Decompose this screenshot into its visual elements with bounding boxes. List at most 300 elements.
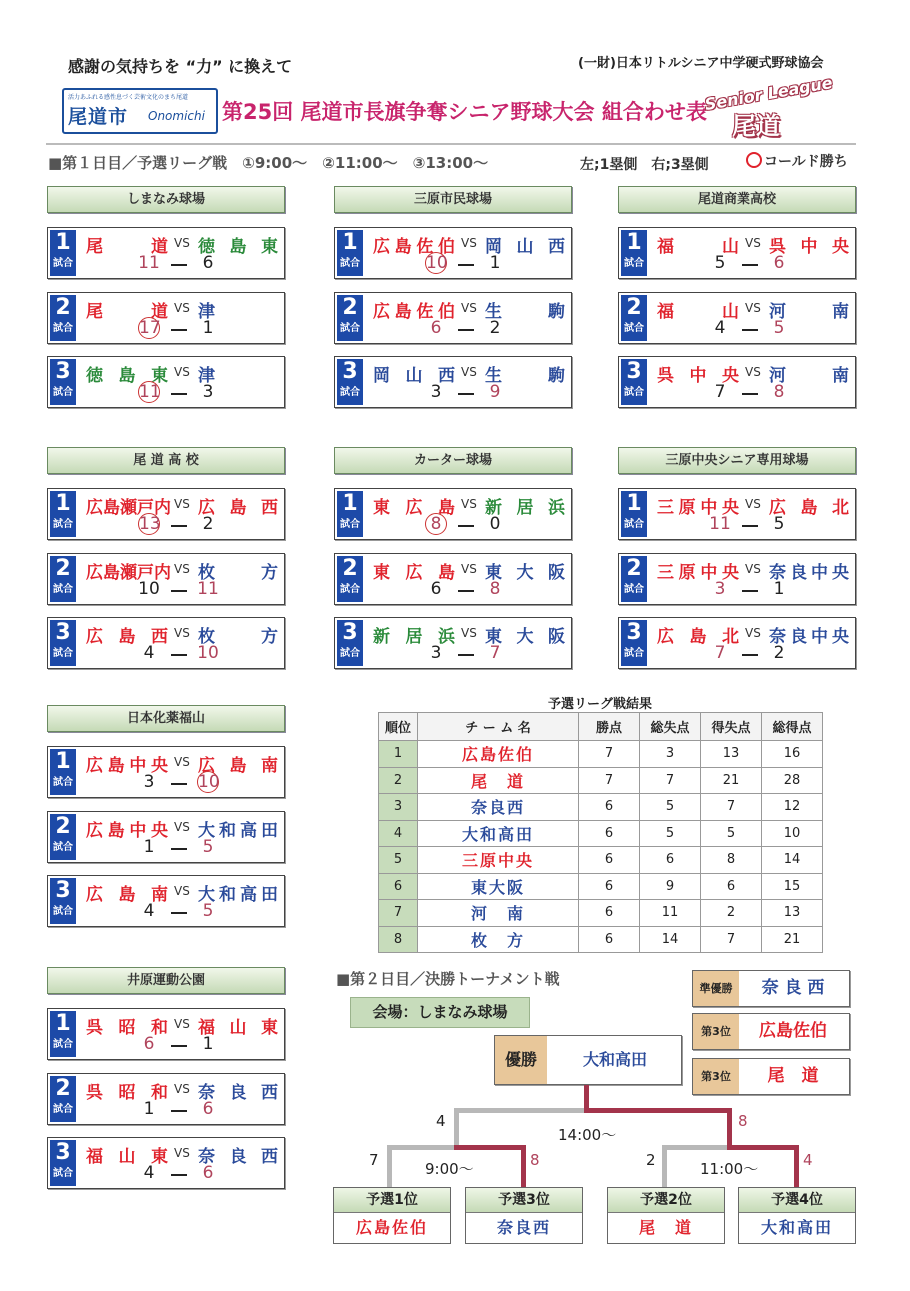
score-dash (171, 590, 187, 592)
match-card (47, 553, 285, 605)
tournament-title: 第25回 尾道市長旗争奪シニア野球大会 組合わせ表 (222, 100, 707, 124)
points-cell: 6 (579, 847, 640, 874)
score-first-base (128, 772, 170, 792)
vs-label: VS (461, 497, 477, 511)
organization-name: (一財)日本リトルシニア中学硬式野球協会 (578, 56, 824, 71)
score-value: 11 (138, 253, 160, 273)
team-first-base: 広島瀬戸内 (86, 498, 171, 518)
vs-label: VS (174, 755, 190, 769)
results-header-cell: チ ー ム 名 (418, 713, 579, 741)
vs-label: VS (461, 626, 477, 640)
match-card (47, 746, 285, 798)
semi2-left-score: 2 (646, 1151, 656, 1169)
run-diff-cell: 6 (701, 873, 762, 900)
rank-cell: 7 (379, 900, 418, 927)
game-suffix: 試合 (53, 387, 73, 398)
results-header-cell: 総失点 (640, 713, 701, 741)
run-diff-cell: 5 (701, 820, 762, 847)
team-third-base: 津 (198, 302, 215, 322)
game-number-value: 2 (55, 1076, 71, 1101)
score-value: 2 (202, 514, 214, 534)
vs-label: VS (174, 562, 190, 576)
game-suffix: 試合 (624, 387, 644, 398)
match-card (47, 227, 285, 279)
score-value: 7 (714, 643, 726, 663)
score-first-base (128, 318, 170, 339)
team-first-base: 広島瀬戸内 (86, 563, 171, 583)
points-cell: 7 (579, 741, 640, 768)
points-cell: 6 (579, 794, 640, 821)
game-number-value: 2 (342, 556, 358, 581)
day1-heading: ■第１日目／予選リーグ戦 ①9:00～ ②11:00～ ③13:00～ (48, 154, 489, 172)
team-cell: 枚 方 (418, 926, 579, 953)
vs-label: VS (174, 236, 190, 250)
score-value: 2 (489, 318, 501, 338)
score-third-base (188, 643, 228, 663)
match-card (334, 227, 572, 279)
score-dash (742, 525, 758, 527)
game-number (337, 295, 363, 341)
team-third-base: 徳島東 (198, 237, 278, 257)
score-value: 3 (143, 772, 155, 792)
team-cell: 東大阪 (418, 873, 579, 900)
score-value: 7 (489, 643, 501, 663)
runs-allowed-cell: 11 (640, 900, 701, 927)
score-third-base (188, 318, 228, 338)
game-suffix: 試合 (340, 323, 360, 334)
vs-label: VS (174, 365, 190, 379)
venue-header: カーター球場 (334, 447, 572, 474)
results-table (378, 712, 823, 953)
score-third-base (475, 514, 515, 534)
rank-cell: 6 (379, 873, 418, 900)
team-third-base: 生 駒 (485, 302, 565, 322)
team-third-base: 東大阪 (485, 627, 565, 647)
score-first-base (128, 837, 170, 857)
score-third-base (188, 772, 228, 793)
cold-win-circle: 13 (139, 514, 161, 534)
match-card (334, 356, 572, 408)
team-third-base: 広島南 (198, 756, 278, 776)
team-third-base: 奈良西 (198, 1083, 278, 1103)
vs-label: VS (174, 884, 190, 898)
score-value: 5 (773, 514, 785, 534)
team-third-base: 新居浜 (485, 498, 565, 518)
final-left-score: 4 (436, 1112, 446, 1130)
match-card (47, 356, 285, 408)
score-third-base (759, 253, 799, 273)
award-label: 準優勝 (693, 971, 739, 1006)
vs-label: VS (174, 626, 190, 640)
runs-allowed-cell: 5 (640, 794, 701, 821)
score-first-base (128, 1034, 170, 1054)
game-number-value: 2 (626, 295, 642, 320)
score-third-base (759, 318, 799, 338)
results-header-cell: 総得点 (762, 713, 823, 741)
score-third-base (475, 579, 515, 599)
score-value: 8 (773, 382, 785, 402)
game-number (50, 230, 76, 276)
game-number-value: 2 (55, 556, 71, 581)
run-diff-cell: 21 (701, 767, 762, 794)
game-number (50, 620, 76, 666)
score-dash (171, 264, 187, 266)
vs-label: VS (461, 562, 477, 576)
match-card (47, 617, 285, 669)
game-number (50, 749, 76, 795)
score-dash (458, 590, 474, 592)
team-third-base: 生 駒 (485, 366, 565, 386)
results-header-cell: 順位 (379, 713, 418, 741)
runs-scored-cell: 14 (762, 847, 823, 874)
score-value: 5 (773, 318, 785, 338)
team-cell: 大和高田 (418, 820, 579, 847)
match-card (47, 875, 285, 927)
game-number-value: 3 (55, 878, 71, 903)
score-dash (171, 848, 187, 850)
team-first-base: 徳島東 (86, 366, 168, 386)
seed-box (607, 1187, 725, 1244)
vs-label: VS (745, 301, 761, 315)
champion-box (494, 1035, 682, 1085)
team-third-base: 呉中央 (769, 237, 849, 257)
game-number-value: 3 (626, 620, 642, 645)
table-row (379, 926, 823, 953)
points-cell: 7 (579, 767, 640, 794)
game-number (50, 556, 76, 602)
team-cell: 奈良西 (418, 794, 579, 821)
match-card (334, 488, 572, 540)
game-number-value: 1 (55, 1011, 71, 1036)
score-value: 1 (143, 837, 155, 857)
game-suffix: 試合 (53, 1104, 73, 1115)
score-dash (171, 525, 187, 527)
score-value: 6 (430, 318, 442, 338)
match-card (47, 1073, 285, 1125)
score-value: 0 (489, 514, 501, 534)
seed-box (465, 1187, 583, 1244)
vs-label: VS (461, 365, 477, 379)
semi2-right-score: 4 (803, 1151, 813, 1169)
game-number (337, 556, 363, 602)
score-value: 3 (430, 643, 442, 663)
score-first-base (699, 382, 741, 402)
game-number (337, 620, 363, 666)
score-value: 1 (773, 579, 785, 599)
match-card (618, 488, 856, 540)
runs-scored-cell: 21 (762, 926, 823, 953)
final-right-score: 8 (738, 1112, 748, 1130)
score-value: 1 (143, 1099, 155, 1119)
champion-team: 大和高田 (582, 1050, 647, 1069)
team-first-base: 尾 道 (86, 237, 168, 257)
vs-label: VS (174, 301, 190, 315)
game-number (50, 878, 76, 924)
game-number-value: 2 (55, 814, 71, 839)
vs-label: VS (745, 626, 761, 640)
team-first-base: 新居浜 (373, 627, 455, 647)
vs-label: VS (174, 1017, 190, 1031)
score-value: 4 (714, 318, 726, 338)
team-third-base: 広島北 (769, 498, 849, 518)
score-value: 4 (143, 1163, 155, 1183)
seed-team: 大和高田 (760, 1218, 833, 1237)
bracket-line (387, 1145, 459, 1150)
runs-scored-cell: 16 (762, 741, 823, 768)
score-dash (458, 329, 474, 331)
score-first-base (415, 318, 457, 338)
cold-legend-label: コールド勝ち (764, 154, 848, 170)
team-third-base: 枚 方 (198, 627, 278, 647)
bracket-line (662, 1145, 732, 1150)
score-first-base (699, 643, 741, 663)
team-cell: 三原中央 (418, 847, 579, 874)
score-dash (458, 654, 474, 656)
team-third-base: 大和高田 (198, 885, 278, 905)
circle-icon (746, 152, 762, 168)
score-first-base (128, 579, 170, 599)
award-team: 尾 道 (767, 1066, 819, 1086)
game-number (621, 491, 647, 537)
team-first-base: 福 山 (657, 302, 739, 322)
semi1-time: 9:00～ (425, 1160, 474, 1178)
score-third-base (759, 514, 799, 534)
game-number (50, 491, 76, 537)
seed-label: 予選2位 (608, 1188, 724, 1213)
match-card (47, 488, 285, 540)
game-suffix: 試合 (53, 1168, 73, 1179)
score-value: 6 (773, 253, 785, 273)
seed-team: 尾 道 (638, 1218, 693, 1237)
game-suffix: 試合 (53, 258, 73, 269)
onomichi-city-logo (62, 88, 218, 134)
seed-label: 予選3位 (466, 1188, 582, 1213)
team-first-base: 広島南 (86, 885, 168, 905)
game-number-value: 3 (55, 359, 71, 384)
score-value: 6 (143, 1034, 155, 1054)
game-number (621, 620, 647, 666)
team-third-base: 奈良西 (198, 1147, 278, 1167)
seed-team: 広島佐伯 (355, 1218, 428, 1237)
score-dash (171, 783, 187, 785)
vs-label: VS (461, 301, 477, 315)
run-diff-cell: 8 (701, 847, 762, 874)
run-diff-cell: 2 (701, 900, 762, 927)
score-first-base (128, 382, 170, 403)
results-title: 予選リーグ戦結果 (548, 697, 653, 712)
venue-header: 尾道商業高校 (618, 186, 856, 213)
rank-cell: 2 (379, 767, 418, 794)
score-dash (171, 1110, 187, 1112)
runs-scored-cell: 13 (762, 900, 823, 927)
award-box (692, 970, 850, 1007)
game-suffix: 試合 (53, 648, 73, 659)
team-first-base: 岡山西 (373, 366, 455, 386)
team-cell: 広島佐伯 (418, 741, 579, 768)
table-row (379, 873, 823, 900)
game-number (50, 1076, 76, 1122)
team-first-base: 福 山 (657, 237, 739, 257)
game-suffix: 試合 (624, 519, 644, 530)
score-third-base (475, 253, 515, 273)
score-first-base (128, 253, 170, 273)
score-value: 1 (202, 1034, 214, 1054)
city-logo-name: 尾道市 (68, 106, 129, 128)
team-third-base: 東大阪 (485, 563, 565, 583)
game-number-value: 2 (342, 295, 358, 320)
team-first-base: 広島中央 (86, 821, 168, 841)
match-card (618, 553, 856, 605)
match-card (47, 1137, 285, 1189)
rank-cell: 8 (379, 926, 418, 953)
score-value: 8 (489, 579, 501, 599)
score-value: 1 (489, 253, 501, 273)
game-suffix: 試合 (624, 648, 644, 659)
game-suffix: 試合 (340, 519, 360, 530)
award-team: 奈 良 西 (761, 978, 825, 998)
seed-box (333, 1187, 451, 1244)
team-third-base: 奈良中央 (769, 627, 849, 647)
match-card (618, 227, 856, 279)
run-diff-cell: 13 (701, 741, 762, 768)
score-first-base (128, 901, 170, 921)
score-third-base (475, 318, 515, 338)
team-cell: 河 南 (418, 900, 579, 927)
score-dash (458, 264, 474, 266)
bracket-line (387, 1145, 392, 1188)
game-suffix: 試合 (53, 584, 73, 595)
team-third-base: 河 南 (769, 366, 849, 386)
game-suffix: 試合 (340, 258, 360, 269)
score-value: 10 (138, 579, 160, 599)
score-third-base (188, 382, 228, 402)
bracket-line (454, 1145, 526, 1150)
game-number (621, 359, 647, 405)
city-logo-tagline: 活力あふれる感性息づく芸術文化のまち尾道 (68, 94, 189, 101)
cold-win-circle: 17 (139, 318, 161, 338)
score-third-base (188, 837, 228, 857)
table-row (379, 767, 823, 794)
match-card (618, 292, 856, 344)
score-third-base (759, 643, 799, 663)
rank-cell: 1 (379, 741, 418, 768)
points-cell: 6 (579, 820, 640, 847)
score-first-base (415, 579, 457, 599)
match-card (618, 356, 856, 408)
score-value: 3 (430, 382, 442, 402)
score-value: 9 (489, 382, 501, 402)
score-value: 4 (143, 643, 155, 663)
award-label: 第3位 (693, 1059, 739, 1094)
game-number (337, 230, 363, 276)
team-first-base: 福山東 (86, 1147, 168, 1167)
game-number-value: 1 (342, 230, 358, 255)
venue-header: 井原運動公園 (47, 967, 285, 994)
table-row (379, 794, 823, 821)
score-dash (742, 393, 758, 395)
score-first-base (699, 318, 741, 338)
game-suffix: 試合 (53, 519, 73, 530)
score-third-base (759, 382, 799, 402)
bracket-line (727, 1145, 799, 1150)
score-value: 6 (430, 579, 442, 599)
game-number (621, 295, 647, 341)
score-value: 3 (202, 382, 214, 402)
vs-label: VS (174, 1146, 190, 1160)
field-side-notes: 左;1塁側 右;3塁側 (580, 157, 709, 173)
score-value: 3 (714, 579, 726, 599)
team-first-base: 呉昭和 (86, 1018, 168, 1038)
game-number (621, 556, 647, 602)
venue-header: 三原市民球場 (334, 186, 572, 213)
badge-line2: 尾道 (732, 112, 780, 140)
game-number-value: 1 (55, 749, 71, 774)
score-dash (458, 393, 474, 395)
score-first-base (128, 643, 170, 663)
game-number-value: 3 (55, 620, 71, 645)
score-third-base (188, 514, 228, 534)
team-third-base: 大和高田 (198, 821, 278, 841)
score-value: 6 (202, 253, 214, 273)
score-value: 1 (202, 318, 214, 338)
score-third-base (188, 901, 228, 921)
runs-scored-cell: 15 (762, 873, 823, 900)
score-third-base (188, 253, 228, 273)
slogan: 感謝の気持ちを “力” に換えて (68, 57, 293, 76)
award-box (692, 1058, 850, 1095)
team-first-base: 尾 道 (86, 302, 168, 322)
bracket-line (454, 1108, 459, 1148)
venue-header: しまなみ球場 (47, 186, 285, 213)
score-first-base (699, 253, 741, 273)
score-third-base (475, 643, 515, 663)
runs-scored-cell: 28 (762, 767, 823, 794)
match-card (47, 1008, 285, 1060)
score-first-base (128, 1099, 170, 1119)
results-header-cell: 得失点 (701, 713, 762, 741)
game-suffix: 試合 (624, 584, 644, 595)
seed-label: 予選4位 (739, 1188, 855, 1213)
rank-cell: 3 (379, 794, 418, 821)
results-header-cell: 勝点 (579, 713, 640, 741)
score-first-base (128, 1163, 170, 1183)
score-value: 11 (197, 579, 219, 599)
score-first-base (415, 514, 457, 535)
score-first-base (699, 579, 741, 599)
score-dash (742, 329, 758, 331)
score-value: 6 (202, 1099, 214, 1119)
semi2-time: 11:00～ (700, 1160, 759, 1178)
bracket-line (454, 1108, 589, 1113)
semi1-left-score: 7 (369, 1151, 379, 1169)
venue-header: 尾 道 高 校 (47, 447, 285, 474)
score-dash (171, 1174, 187, 1176)
team-first-base: 東広島 (373, 563, 455, 583)
game-number (337, 359, 363, 405)
score-dash (742, 654, 758, 656)
score-first-base (699, 514, 741, 534)
team-first-base: 広島佐伯 (373, 302, 455, 322)
game-suffix: 試合 (53, 323, 73, 334)
score-dash (742, 590, 758, 592)
award-team: 広島佐伯 (759, 1021, 827, 1041)
header-divider (46, 143, 856, 145)
team-first-base: 三原中央 (657, 563, 739, 583)
run-diff-cell: 7 (701, 926, 762, 953)
cold-win-circle: 10 (198, 772, 220, 792)
game-number-value: 3 (342, 620, 358, 645)
score-dash (458, 525, 474, 527)
